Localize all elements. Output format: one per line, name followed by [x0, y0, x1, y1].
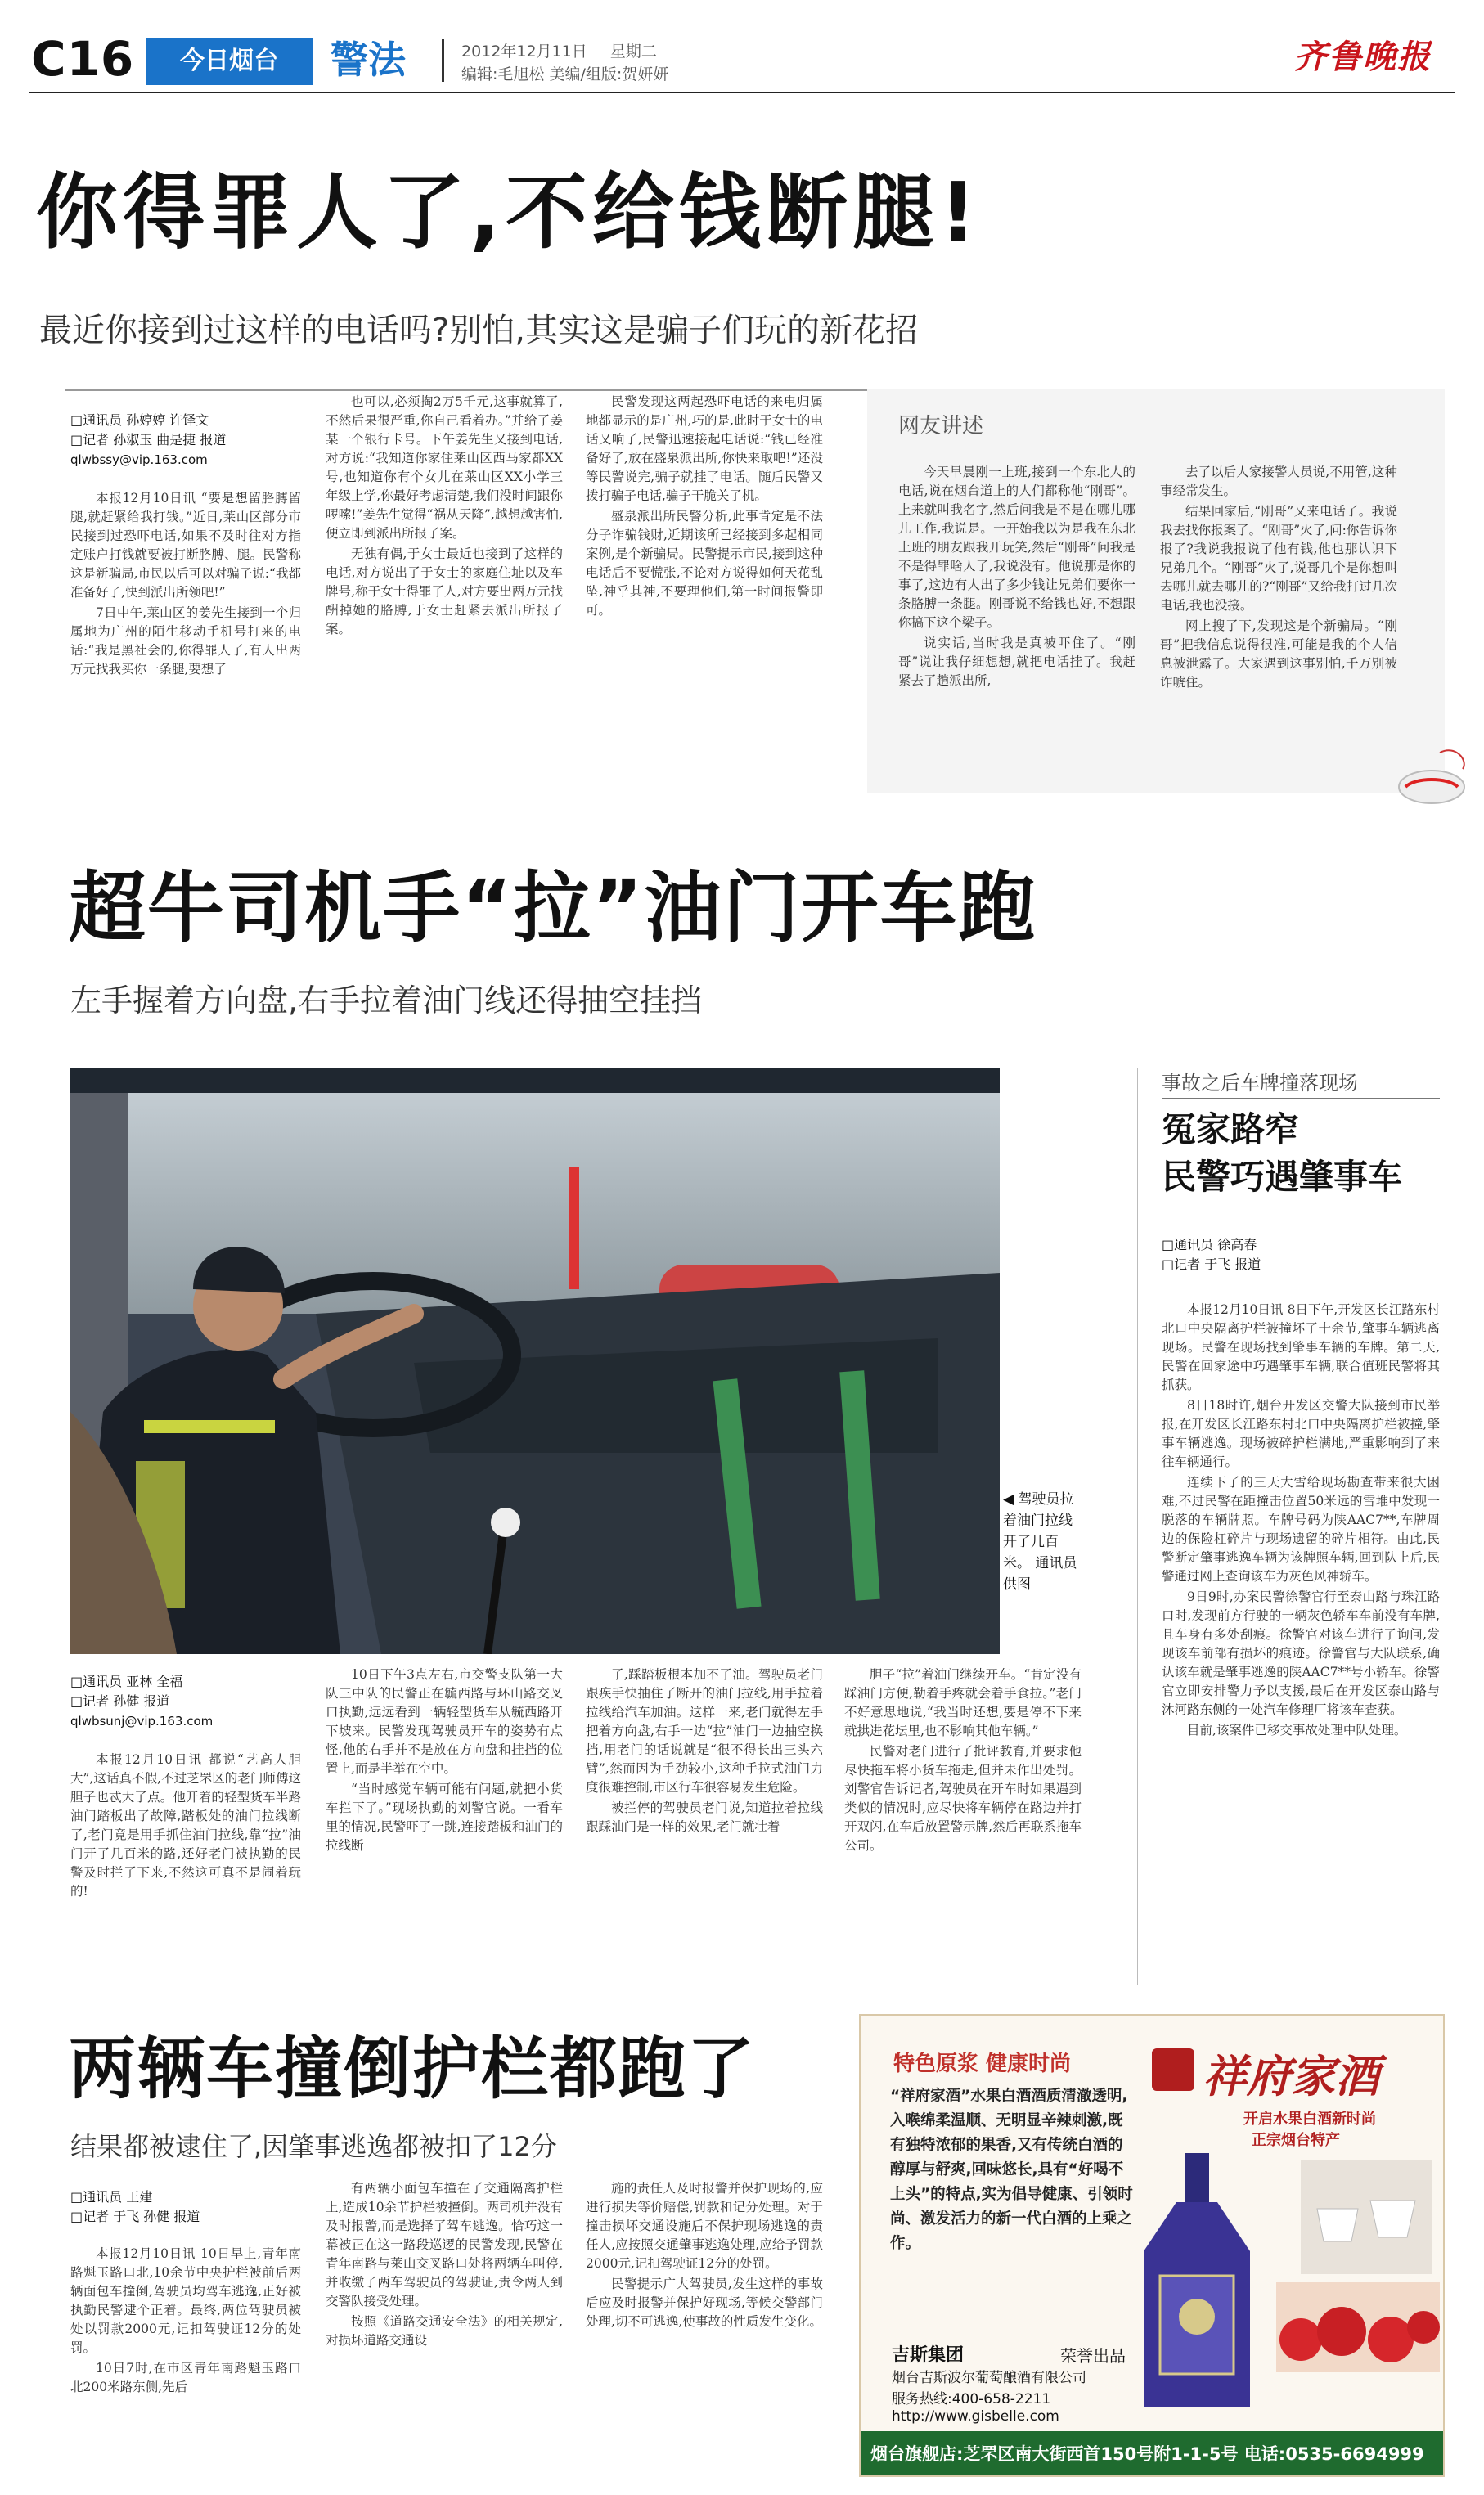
byline-line: □通讯员 徐高春 [1162, 1237, 1257, 1252]
photo-caption: ◀ 驾驶员拉着油门拉线开了几百米。 通讯员 供图 [1003, 1491, 1077, 1593]
paragraph: 也可以,必须掏2万5千元,这事就算了,不然后果很严重,你自己看着办。”并给了姜某一个银行卡号。下午姜先生又接到电话,对方说:“我知道你家住莱山区西马家都XX号,也知道你有个女儿在莱山区XX小学三年级上学,你最好考虑清楚,我们没时间跟你啰嗦!”姜先生觉得“祸从天降”,越想越害怕,便立即到派出所报了案。 [326, 394, 563, 541]
story1-headline: 你得罪人了,不给钱断腿! [36, 164, 982, 260]
ad-url: http://www.gisbelle.com [892, 2408, 1059, 2425]
byline-line: □通讯员 王建 [70, 2189, 153, 2205]
byline-line: □通讯员 亚林 全福 [70, 1674, 183, 1689]
paragraph: 胆子“拉”着油门继续开车。“肯定没有踩油门方便,勒着手疼就会着手食拉。”老门不好意思地说,“我当时还想,要是停不下来就拱进花坛里,也不影响其他车辆。” [844, 1667, 1082, 1738]
paragraph: 7日中午,莱山区的姜先生接到一个归属地为广州的陌生移动手机号打来的电话:“我是黑社会的,你得罪人了,有人出两万元找我买你一条腿,要想了 [70, 605, 301, 677]
paragraph: 本报12月10日讯 “要是想留胳膊留腿,就赶紧给我打钱。”近日,莱山区部分市民接到过恐吓电话,如果不及时往对方指定账户打钱就要被打断胳膊、腿。民警称这是新骗局,市民以后可以对骗子说:“我都准备好了,快到派出所领吧!” [70, 491, 301, 600]
side-byline [1162, 1235, 1261, 1274]
paragraph: 今天早晨刚一上班,接到一个东北人的电话,说在烟台道上的人们都称他“刚哥”。上来就叫我名字,然后问我是不是在哪儿哪儿工作,我说是。一开始我以为是我在东北上班的朋友跟我开玩笑,然后“刚哥”问我是不是得罪啥人了,我说没有。他说那是你的事了,这边有人出了多少钱让兄弟们要你一条胳膊一条腿。刚哥说不给钱也好,不想跟你搞下这个梁子。 [898, 465, 1135, 630]
paragraph: 去了以后人家接警人员说,不用管,这种事经常发生。 [1160, 465, 1397, 498]
story1-column-2 [326, 393, 563, 797]
issue-date: 2012年12月11日 [461, 43, 587, 61]
page-header [0, 0, 1484, 90]
story2-column-1 [70, 1751, 301, 1985]
story3-column-3 [586, 2179, 823, 2477]
ad-hotline: 服务热线:400-658-2211 [892, 2391, 1051, 2407]
paragraph: 被拦停的驾驶员老门说,知道拉着拉线跟踩油门是一样的效果,老门就壮着 [586, 1800, 823, 1834]
ad-seal [1152, 2048, 1194, 2091]
story2-column-4 [844, 1666, 1082, 1985]
ad-tagline-2: 正宗烟台特产 [1252, 2132, 1340, 2149]
story3-headline: 两辆车撞倒护栏都跑了 [69, 2030, 757, 2108]
paragraph: 无独有偶,于女士最近也接到了这样的电话,对方说出了于女士的家庭住址以及车牌号,称于女士得罪了人,对方要出两万元找酬掉她的胳膊,于女士赶紧去派出所报了案。 [326, 546, 563, 636]
story2-column-2 [326, 1666, 563, 1985]
driver-photo [70, 1068, 1000, 1654]
netizen-label: 网友讲述 [898, 414, 984, 438]
ad-copy: “祥府家酒”水果白酒酒质清澈透明,入喉绵柔温顺、无明显辛辣刺激,既有独特浓郁的果香,又有传统白酒的醇厚与舒爽,回味悠长,具有“好喝不上头”的特点,实为倡导健康、引领时尚、激发活力的新一代白酒的上乘之作。 [890, 2088, 1133, 2252]
story1-column-1 [70, 489, 301, 797]
side-body [1162, 1301, 1440, 1981]
side-title-line-2: 民警巧遇肇事车 [1162, 1157, 1403, 1197]
strawberries-image [1276, 2282, 1440, 2372]
side-kicker: 事故之后车牌撞落现场 [1162, 1072, 1358, 1095]
story3-column-2 [326, 2179, 563, 2477]
byline-line: □通讯员 孙婷婷 许铎文 [70, 412, 209, 428]
issue-date-line [461, 39, 657, 61]
paragraph: 说实话,当时我是真被吓住了。“刚哥”说让我仔细想想,就把电话挂了。我赶紧去了趟派出所, [898, 636, 1135, 688]
paragraph: 结果回家后,“刚哥”又来电话了。我说我去找你报案了。“刚哥”火了,问:你告诉你报了?我说我报说了他有钱,他也那认识下兄弟几个。“刚哥”火了,说哥几个是你想叫去哪儿就去哪儿的?“刚哥”又给我打过几次电话,我也没接。 [1160, 504, 1397, 613]
story1-column-3 [586, 393, 823, 797]
paragraph: 了,踩踏板根本加不了油。驾驶员老门跟疾手快抽住了断开的油门拉线,用手拉着拉线给汽车加油。这样一来,老门就得左手把着方向盘,右手一边“拉”油门一边抽空换挡,用老门的话说就是“很不得长出三头六臂”,然而因为手劲较小,这种手拉式油门力度很难控制,市区行车很容易发生危险。 [586, 1667, 823, 1795]
paragraph: 按照《道路交通安全法》的相关规定,对损坏道路交通设 [326, 2314, 563, 2348]
byline-line: □记者 孙淑玉 曲是捷 报道 [70, 432, 227, 447]
paragraph: 民警发现这两起恐吓电话的来电归属地都显示的是广州,巧的是,此时于女士的电话又响了,民警迅速接起电话说:“钱已经准备好了,放在盛泉派出所,你快来取吧!”还没等民警说完,骗子就挂了电话。随后民警又拨打骗子电话,骗子干脆关了机。 [586, 394, 823, 503]
byline-line: □记者 孙健 报道 [70, 1693, 170, 1709]
paragraph: 网上搜了下,发现这是个新骗局。“刚哥”把我信息说得很准,可能是我的个人信息被泄露了。大家遇到这事别怕,千万别被诈唬住。 [1160, 618, 1397, 690]
story2-column-3 [586, 1666, 823, 1985]
issue-weekday: 星期二 [609, 43, 657, 61]
netizen-column-1 [898, 463, 1135, 793]
paragraph: 有两辆小面包车撞在了交通隔离护栏上,造成10余节护栏被撞倒。两司机并没有及时报警,而是选择了驾车逃逸。恰巧这一幕被正在这一路段巡逻的民警发现,民警在青年南路与莱山交叉路口处将两辆车叫停,并收缴了两车驾驶员的驾驶证,责令两人到交警队接受处理。 [326, 2181, 563, 2308]
netizen-column-2 [1160, 463, 1397, 793]
story2-headline: 超牛司机手“拉”油门开车跑 [69, 864, 1037, 953]
header-rule [29, 92, 1455, 93]
side-title-line-1: 冤家路窄 [1162, 1109, 1300, 1149]
liquor-bottle-image [1127, 2153, 1266, 2415]
paragraph: 8日18时许,烟台开发区交警大队接到市民举报,在开发区长江路东村北口中央隔离护栏被撞,肇事车辆逃逸。现场被碎护栏满地,严重影响到了来往车辆通行。 [1162, 1398, 1440, 1469]
story1-subheadline: 最近你接到过这样的电话吗?别怕,其实这是骗子们玩的新花招 [39, 312, 918, 349]
ad-producer-label: 荣誉出品 [1060, 2346, 1126, 2366]
paragraph: 9日9时,办案民警徐警官行至泰山路与珠江路口时,发现前方行驶的一辆灰色轿车车前没有车牌,且车身有多处刮痕。徐警官对该车进行了询问,发现该车前部有损坏的痕迹。徐警官与大队联系,确认该车就是肇事逃逸的陕AAC7**号小轿车。徐警官立即安排警力予以支援,最后在开发区泰山路与沐河路东侧的一处汽车修理厂将该车查获。 [1162, 1589, 1440, 1717]
header-divider [442, 39, 444, 82]
byline-line: □记者 于飞 报道 [1162, 1256, 1261, 1272]
byline-email: qlwbssy@vip.163.com [70, 452, 208, 467]
section-name: 今日烟台 [180, 47, 278, 75]
ad-company: 烟台吉斯波尔葡萄酿酒有限公司 [892, 2370, 1086, 2386]
ad-brand: 祥府家酒 [1203, 2050, 1379, 2102]
paragraph: 本报12月10日讯 都说“艺高人胆大”,这话真不假,不过芝罘区的老门师傅这胆子也忒大了点。他开着的轻型货车半路油门踏板出了故障,踏板处的油门拉线断了,老门竟是用手抓住油门拉线,靠“拉”油门开了几百米的路,还好老门被执勤的民警及时拦了下来,不然这可真不是闹着玩的! [70, 1752, 301, 1899]
column-name: 警法 [331, 38, 406, 82]
paragraph: 盛泉派出所民警分析,此事肯定是不法分子诈骗钱财,近期该所已经接到多起相同案例,是个新骗局。民警提示市民,接到这种电话后不要慌张,不论对方说得如何天花乱坠,神乎其神,不要理他们,第一时间报警即可。 [586, 509, 823, 618]
paragraph: 施的责任人及时报警并保护现场的,应进行损失等价赔偿,罚款和记分处理。对于撞击损坏交通设施后不保护现场逃逸的责任人,应按照交通肇事逃逸处理,应给予罚款2000元,记扣驾驶证12分的处罚。 [586, 2181, 823, 2271]
page-number: C16 [31, 31, 135, 87]
mouse-icon [1391, 744, 1473, 810]
ad-footer: 烟台旗舰店:芝罘区南大街西首150号附1-1-5号 电话:0535-6694999 [870, 2444, 1424, 2464]
side-story-divider [1137, 1068, 1138, 1985]
ad-group-name: 吉斯集团 [892, 2345, 965, 2366]
paragraph: 本报12月10日讯 10日早上,青年南路魁玉路口北,10余节中央护栏被前后两辆面包车撞倒,驾驶员均驾车逃逸,正好被执勤民警逮个正着。最终,两位驾驶员被处以罚款2000元,记扣驾驶证12分的处罚。 [70, 2246, 301, 2355]
paragraph: “当时感觉车辆可能有问题,就把小货车拦下了。”现场执勤的刘警官说。一看车里的情况,民警吓了一跳,连接踏板和油门的拉线断 [326, 1782, 563, 1853]
story1-byline [70, 411, 226, 470]
newspaper-logo: 齐鲁晚报 [1294, 38, 1432, 76]
byline-line: □记者 于飞 孙健 报道 [70, 2209, 200, 2224]
story3-subheadline: 结果都被逮住了,因肇事逃逸都被扣了12分 [70, 2131, 557, 2162]
paragraph: 本报12月10日讯 8日下午,开发区长江路东村北口中央隔离护栏被撞坏了十余节,肇事车辆逃离现场。民警在现场找到肇事车辆的车牌。第二天,民警在回家途中巧遇肇事车辆,联合值班民警将其抓获。 [1162, 1302, 1440, 1392]
paragraph: 连续下了的三天大雪给现场勘查带来很大困难,不过民警在距撞击位置50米远的雪堆中发现一脱落的车辆牌照。车牌号码为陕AAC7**,车牌周边的保险杠碎片与现场遗留的碎片相符。由此,民警断定肇事逃逸车辆为该牌照车辆,回到队上后,民警通过网上查询该车为灰色风神轿车。 [1162, 1475, 1440, 1584]
ad-slogan: 特色原浆 健康时尚 [893, 2052, 1072, 2076]
paragraph: 10日下午3点左右,市交警支队第一大队三中队的民警正在毓西路与环山路交叉口执勤,远远看到一辆轻型货车从毓西路开下坡来。民警发现驾驶员开车的姿势有点怪,他的右手并不是放在方向盘和挂挡的位置上,而是半举在空中。 [326, 1667, 563, 1776]
story3-byline [70, 2187, 200, 2227]
side-kicker-rule [1162, 1098, 1440, 1099]
paragraph: 10日7时,在市区青年南路魁玉路口北200米路东侧,先后 [70, 2361, 301, 2394]
story3-column-1 [70, 2245, 301, 2477]
paragraph: 民警对老门进行了批评教育,并要求他尽快拖车将小货车拖走,但并未作出处罚。刘警官告诉记者,驾驶员在开车时如果遇到类似的情况时,应尽快将车辆停在路边并打开双闪,在车后放置警示牌,然后再联系拖车公司。 [844, 1744, 1082, 1853]
paragraph: 目前,该案件已移交事故处理中队处理。 [1187, 1723, 1407, 1738]
byline-email: qlwbsunj@vip.163.com [70, 1714, 214, 1729]
wine-cups-image [1301, 2160, 1432, 2274]
ad-tagline-1: 开启水果白酒新时尚 [1243, 2111, 1376, 2128]
story2-byline [70, 1672, 213, 1731]
paragraph: 民警提示广大驾驶员,发生这样的事故后应及时报警并保护好现场,等候交警部门处理,切不可逃逸,使事故的性质发生变化。 [586, 2277, 823, 2329]
editors-line: 编辑:毛旭松 美编/组版:贺妍妍 [461, 65, 669, 83]
story2-subheadline: 左手握着方向盘,右手拉着油门线还得抽空挂挡 [70, 982, 703, 1018]
